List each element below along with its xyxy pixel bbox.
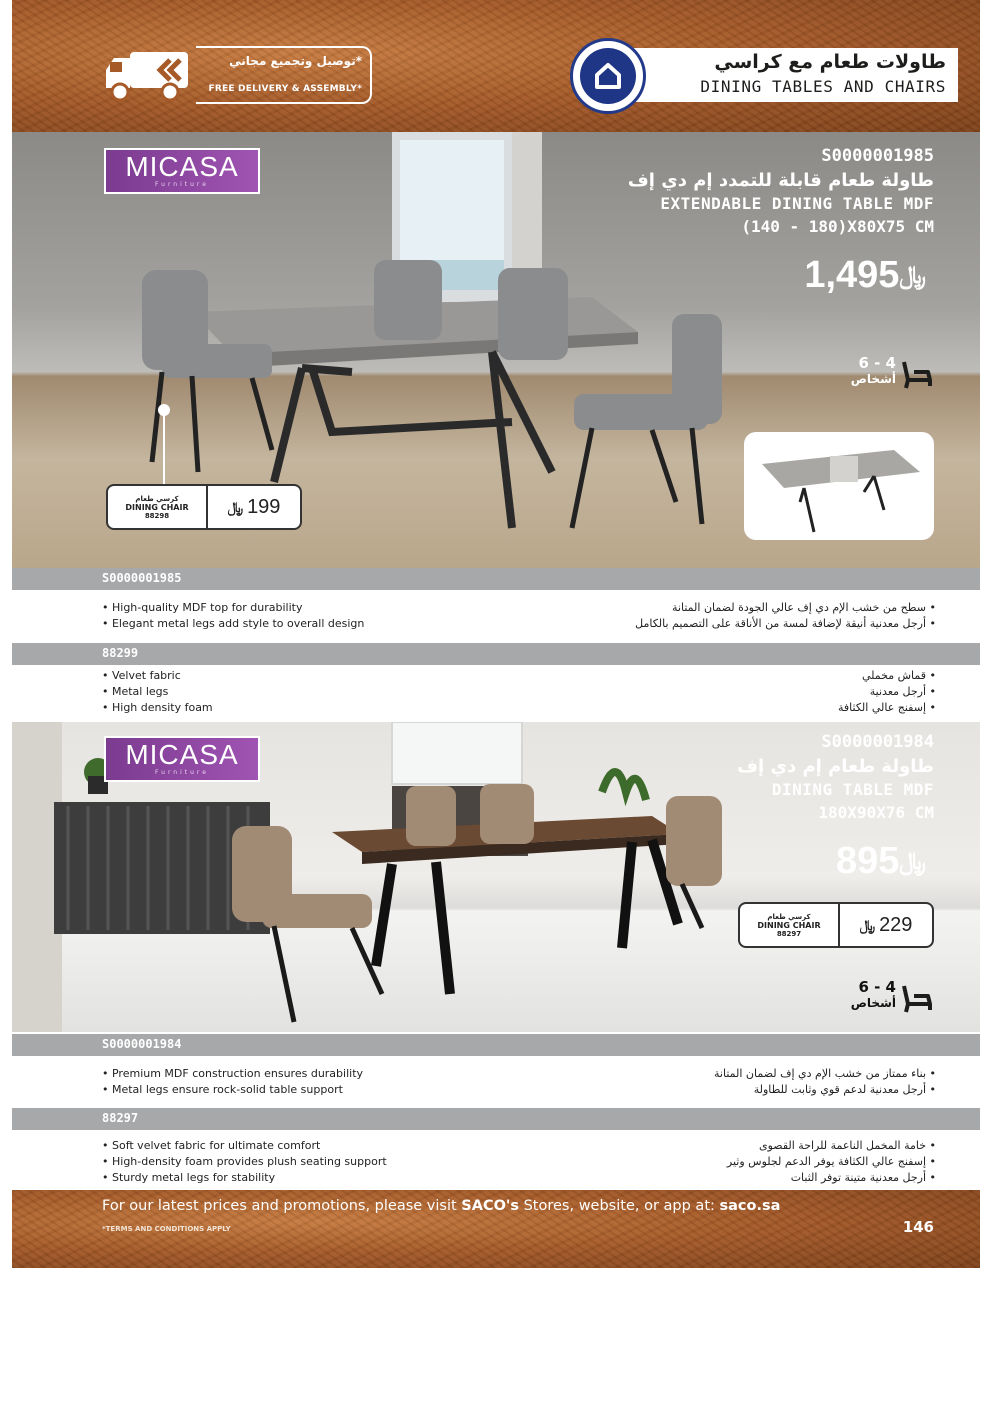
product-1-dimensions: (140 - 180)X80X75 CM	[741, 217, 934, 236]
delivery-text-box	[196, 46, 372, 104]
footer-banner	[12, 1190, 980, 1268]
footer-terms: *TERMS AND CONDITIONS APPLY	[102, 1225, 231, 1233]
section-title-box	[612, 48, 958, 102]
product-1-table-bar	[12, 568, 980, 590]
product-1-chair-price-tag	[106, 484, 302, 530]
product-2-chair-price-tag	[738, 902, 934, 948]
product-2-table-bar-code: S0000001984	[102, 1037, 182, 1051]
product-2-price: ﷼895	[836, 840, 926, 882]
chair-seat-icon	[900, 358, 934, 390]
chair-2-price: ﷼ 229	[859, 913, 913, 936]
header-banner	[12, 0, 980, 132]
product-1-table-features-en: • High-quality MDF top for durability • Elegant metal legs add style to overall design	[102, 601, 365, 630]
section-title-en: DINING TABLES AND CHAIRS	[700, 77, 946, 96]
section-title-ar: طاولات طعام مع كراسي	[714, 51, 946, 73]
product-1-photo	[12, 132, 980, 568]
product-1-table-features-ar: • سطح من خشب الإم دي إف عالي الجودة لضمان المتانة • أرجل معدنية أنيقة لإضافة لمسة من الأناقة على التصميم بالكامل	[635, 601, 936, 630]
product-2-sku: S0000001984	[821, 732, 934, 752]
home-icon	[591, 59, 625, 93]
product-2-seats-count: 6 - 4	[858, 978, 896, 996]
product-2-table-features-en: • Premium MDF construction ensures durability • Metal legs ensure rock-solid table support	[102, 1067, 364, 1096]
product-1-name-en: EXTENDABLE DINING TABLE MDF	[660, 194, 934, 213]
product-2-chair-bar-code: 88297	[102, 1111, 139, 1125]
page-number: 146	[902, 1218, 934, 1236]
product-1-chair-features-en: • Velvet fabric • Metal legs • High density foam	[102, 669, 213, 714]
footer-promo-text: For our latest prices and promotions, please visit SACO's Stores, website, or app at: saco.sa	[102, 1198, 781, 1214]
chair-1-price: ﷼ 199	[227, 495, 281, 518]
product-2-name-ar: طاولة طعام إم دي إف	[737, 756, 934, 777]
chair-1-label-ar: كرسي طعام	[135, 494, 179, 503]
home-category-badge	[570, 38, 646, 114]
product-2-chair-bar	[12, 1108, 980, 1130]
product-2-name-en: DINING TABLE MDF	[771, 780, 934, 799]
micasa-logo: MICASA Furniture	[104, 148, 260, 194]
product-1-chair-features-ar: • قماش مخملي • أرجل معدنية • إسفنج عالي الكثافة	[838, 669, 936, 714]
footer-website-link[interactable]: saco.sa	[719, 1198, 781, 1214]
delivery-badge	[104, 44, 370, 106]
chair-seat-icon	[900, 982, 934, 1014]
riyal-currency-icon: ﷼	[859, 916, 876, 933]
extended-table-illustration	[744, 432, 934, 540]
chair-2-code: 88297	[776, 929, 802, 938]
product-2-seats-label: أشخاص	[850, 996, 896, 1010]
product-2-table-features-ar: • بناء ممتاز من خشب الإم دي إف لضمان المتانة • أرجل معدنية لدعم قوي وثابت للطاولة	[714, 1067, 936, 1096]
product-1-seats-label: أشخاص	[850, 372, 896, 386]
product-1-table-bar-code: S0000001985	[102, 571, 182, 585]
product-2-photo	[12, 722, 980, 1032]
catalog-page	[12, 0, 980, 1268]
chair-1-code: 88298	[144, 511, 170, 520]
product-2-chair-features-en: • Soft velvet fabric for ultimate comfort • High-density foam provides plush seating support • Sturdy metal legs for stability	[102, 1139, 387, 1184]
product-2-table-bar	[12, 1034, 980, 1056]
delivery-text-en: FREE DELIVERY & ASSEMBLY*	[208, 84, 362, 94]
chair-2-label-ar: كرسي طعام	[767, 912, 811, 921]
chair-2-label-en: DINING CHAIR	[757, 920, 821, 930]
product-2-seating	[814, 978, 934, 1018]
product-1-seating	[814, 354, 934, 394]
delivery-text-ar: توصيل وتجميع مجاني*	[229, 54, 362, 68]
micasa-logo: MICASA Furniture	[104, 736, 260, 782]
product-1-price: ﷼1,495	[804, 254, 926, 296]
product-1-chair-bar-code: 88299	[102, 646, 139, 660]
extended-table-thumbnail	[744, 432, 934, 540]
product-1-chair-bar	[12, 643, 980, 665]
product-2-dimensions: 180X90X76 CM	[818, 803, 934, 822]
riyal-currency-icon: ﷼	[227, 498, 244, 515]
chair-1-label-en: DINING CHAIR	[125, 502, 189, 512]
product-2-chair-features-ar: • خامة المخمل الناعمة للراحة القصوى • إسفنج عالي الكثافة يوفر الدعم لجلوس وثير • أرجل معدنية متينة توفر الثبات	[726, 1139, 936, 1184]
truck-icon	[104, 48, 190, 104]
riyal-currency-icon: ﷼	[899, 262, 926, 289]
product-1-name-ar: طاولة طعام قابلة للتمدد إم دي إف	[627, 170, 934, 191]
product-1-sku: S0000001985	[821, 146, 934, 166]
product-1-seats-count: 6 - 4	[858, 354, 896, 372]
riyal-currency-icon: ﷼	[899, 848, 926, 875]
